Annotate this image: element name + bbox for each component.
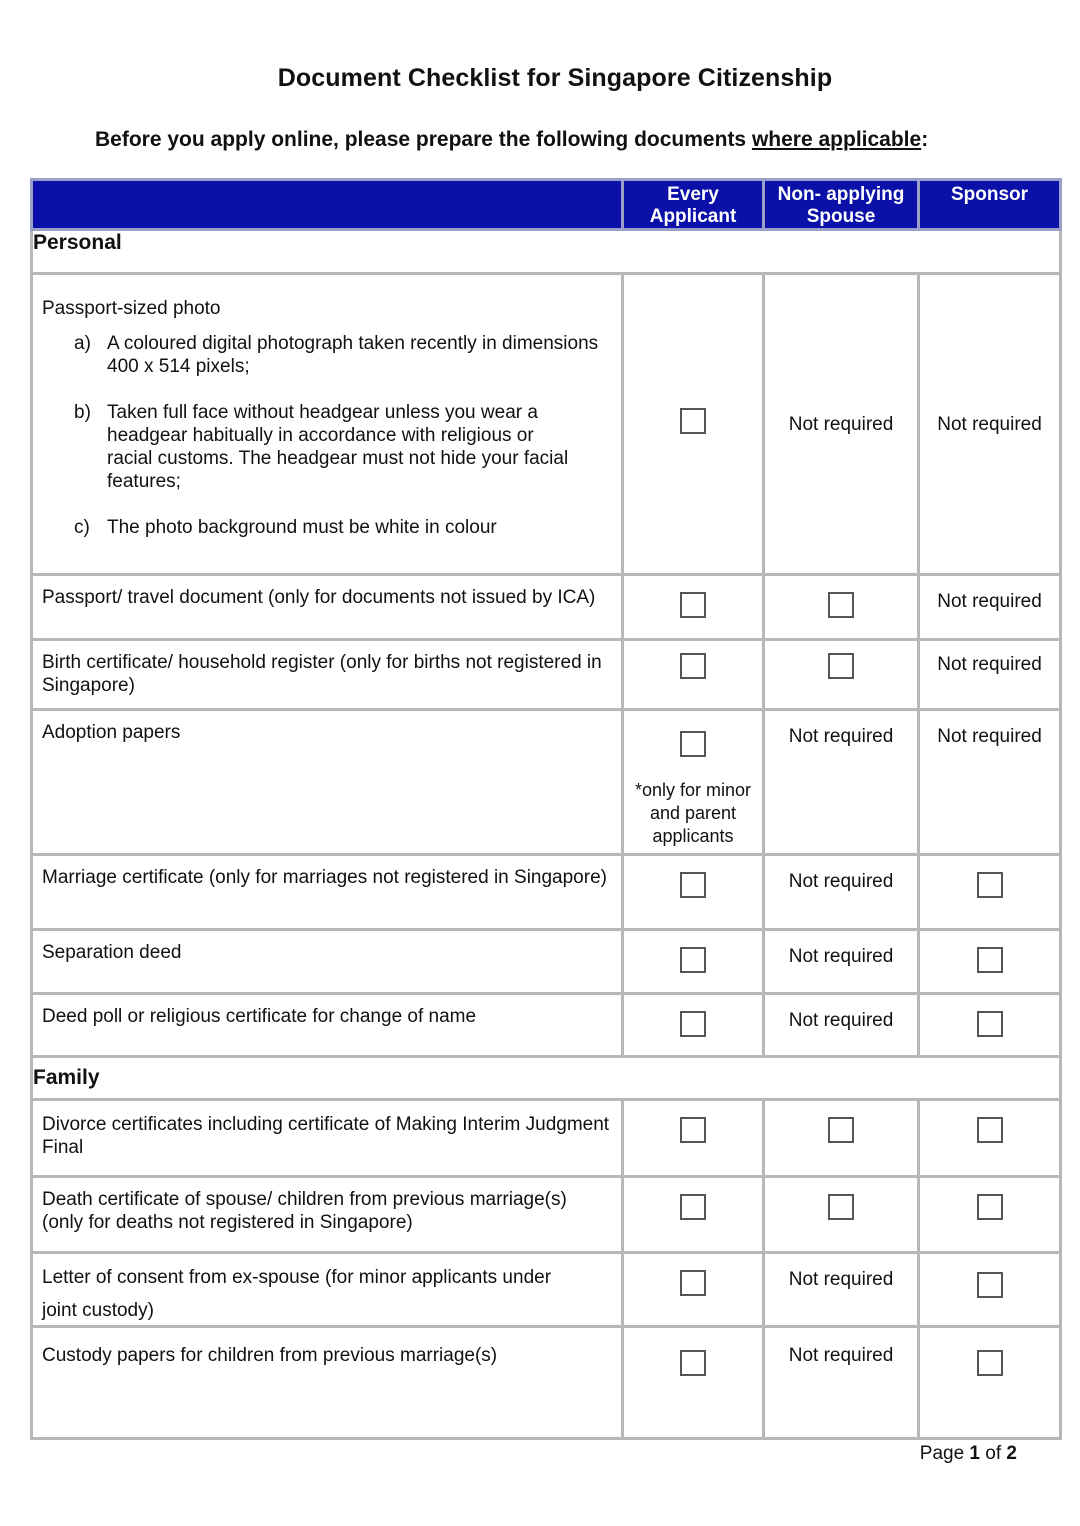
checkbox[interactable] xyxy=(680,653,706,679)
sponsor-cell xyxy=(919,855,1061,930)
checkbox[interactable] xyxy=(977,1350,1003,1376)
applicant-cell xyxy=(623,994,764,1057)
checkbox[interactable] xyxy=(680,1194,706,1220)
table-header-row xyxy=(32,180,1061,230)
checkbox[interactable] xyxy=(977,947,1003,973)
document-checklist-table xyxy=(30,178,1062,1440)
row-label-cell: Marriage certificate (only for marriages not registered in Singapore) xyxy=(32,855,623,930)
row-label-cell: Deed poll or religious certificate for change of name xyxy=(32,994,623,1057)
checkbox[interactable] xyxy=(977,872,1003,898)
checkbox[interactable] xyxy=(680,408,706,434)
row-label-cell xyxy=(32,274,623,575)
sponsor-cell xyxy=(919,994,1061,1057)
row-label-cell: Separation deed xyxy=(32,930,623,994)
section-row-family xyxy=(32,1057,1061,1100)
table-row-photo xyxy=(32,274,1061,575)
list-marker: b) xyxy=(74,402,91,423)
list-item xyxy=(42,401,612,493)
table-row-divorce xyxy=(32,1100,1061,1177)
applicant-cell xyxy=(623,640,764,710)
header-sponsor: Sponsor xyxy=(919,180,1061,230)
checkbox[interactable] xyxy=(828,1194,854,1220)
row-label-cell: Passport/ travel document (only for documents not issued by ICA) xyxy=(32,575,623,640)
checkbox[interactable] xyxy=(828,653,854,679)
applicant-cell xyxy=(623,1253,764,1327)
checkbox[interactable] xyxy=(977,1011,1003,1037)
page-current: 1 xyxy=(969,1443,980,1464)
checkbox[interactable] xyxy=(828,1117,854,1143)
checkbox[interactable] xyxy=(680,947,706,973)
table-row-marriage xyxy=(32,855,1061,930)
sponsor-cell: Not required xyxy=(919,274,1061,575)
checkbox[interactable] xyxy=(680,872,706,898)
section-row-personal xyxy=(32,230,1061,274)
photo-label: Passport-sized photo xyxy=(42,298,221,319)
spouse-cell xyxy=(764,1177,919,1253)
page-word: Page xyxy=(919,1443,965,1464)
applicant-cell xyxy=(623,1327,764,1439)
applicant-cell xyxy=(623,575,764,640)
consent-label-line1: Letter of consent from ex-spouse (for minor applicants under xyxy=(42,1267,552,1288)
sponsor-cell xyxy=(919,1177,1061,1253)
sponsor-cell: Not required xyxy=(919,575,1061,640)
table-row-birth xyxy=(32,640,1061,710)
section-title-family: Family xyxy=(32,1057,1061,1100)
spouse-cell: Not required xyxy=(764,1253,919,1327)
checkbox[interactable] xyxy=(977,1194,1003,1220)
list-item-text: The photo background must be white in colour xyxy=(107,517,497,538)
row-label-cell: Divorce certificates including certificate of Making Interim Judgment Final xyxy=(32,1100,623,1177)
table-row-custody xyxy=(32,1327,1061,1439)
checkbox[interactable] xyxy=(680,592,706,618)
table-row-adoption xyxy=(32,710,1061,855)
checkbox[interactable] xyxy=(680,1117,706,1143)
table-row-deed-poll xyxy=(32,994,1061,1057)
header-every-applicant: Every Applicant xyxy=(623,180,764,230)
checkbox[interactable] xyxy=(680,731,706,757)
list-item xyxy=(42,516,612,539)
applicant-cell xyxy=(623,930,764,994)
list-item xyxy=(42,332,612,378)
consent-label-line2: joint custody) xyxy=(42,1300,154,1321)
sponsor-cell xyxy=(919,930,1061,994)
applicant-cell xyxy=(623,1177,764,1253)
of-word: of xyxy=(985,1443,1002,1464)
checkbox[interactable] xyxy=(977,1117,1003,1143)
row-label-cell: Birth certificate/ household register (only for births not registered in Singapore) xyxy=(32,640,623,710)
intro-after: : xyxy=(921,128,929,151)
intro-underlined: where applicable xyxy=(751,128,922,151)
photo-requirements-list xyxy=(42,332,612,539)
row-label-cell xyxy=(32,1253,623,1327)
table-row-passport xyxy=(32,575,1061,640)
spouse-cell: Not required xyxy=(764,855,919,930)
spouse-cell: Not required xyxy=(764,274,919,575)
header-document xyxy=(32,180,623,230)
document-title: Document Checklist for Singapore Citizenship xyxy=(277,64,833,92)
spouse-cell: Not required xyxy=(764,994,919,1057)
header-non-applying-spouse: Non- applying Spouse xyxy=(764,180,919,230)
sponsor-cell xyxy=(919,1327,1061,1439)
checkbox[interactable] xyxy=(977,1272,1003,1298)
list-marker: a) xyxy=(74,333,91,354)
spouse-cell: Not required xyxy=(764,1327,919,1439)
spouse-cell xyxy=(764,640,919,710)
sponsor-cell: Not required xyxy=(919,640,1061,710)
table-row-consent xyxy=(32,1253,1061,1327)
sponsor-cell: Not required xyxy=(919,710,1061,855)
spouse-cell: Not required xyxy=(764,710,919,855)
checkbox[interactable] xyxy=(680,1270,706,1296)
row-label-cell: Adoption papers xyxy=(32,710,623,855)
spouse-cell xyxy=(764,575,919,640)
intro-text xyxy=(95,128,928,152)
table-row-death xyxy=(32,1177,1061,1253)
sponsor-cell xyxy=(919,1100,1061,1177)
spouse-cell xyxy=(764,1100,919,1177)
list-item-text: A coloured digital photograph taken recently in dimensions 400 x 514 pixels; xyxy=(107,333,599,377)
row-label-cell: Custody papers for children from previous marriage(s) xyxy=(32,1327,623,1439)
row-label-cell: Death certificate of spouse/ children from previous marriage(s) (only for deaths not registered in Singapore) xyxy=(32,1177,623,1253)
applicant-cell xyxy=(623,1100,764,1177)
checkbox[interactable] xyxy=(680,1350,706,1376)
list-marker: c) xyxy=(74,517,90,538)
checkbox[interactable] xyxy=(828,592,854,618)
checkbox[interactable] xyxy=(680,1011,706,1037)
applicant-cell xyxy=(623,274,764,575)
spouse-cell: Not required xyxy=(764,930,919,994)
applicant-cell xyxy=(623,855,764,930)
page-number xyxy=(920,1443,1017,1465)
page-total: 2 xyxy=(1006,1443,1017,1464)
list-item-text: Taken full face without headgear unless you wear a headgear habitually in accordance with religious or racial customs. The headgear must not hide your facial features; xyxy=(107,402,569,492)
adoption-note: *only for minor and parent applicants xyxy=(634,780,752,846)
intro-before: Before you apply online, please prepare the following documents xyxy=(95,128,752,151)
applicant-cell xyxy=(623,710,764,855)
sponsor-cell xyxy=(919,1253,1061,1327)
table-row-separation xyxy=(32,930,1061,994)
section-title-personal: Personal xyxy=(32,230,1061,274)
